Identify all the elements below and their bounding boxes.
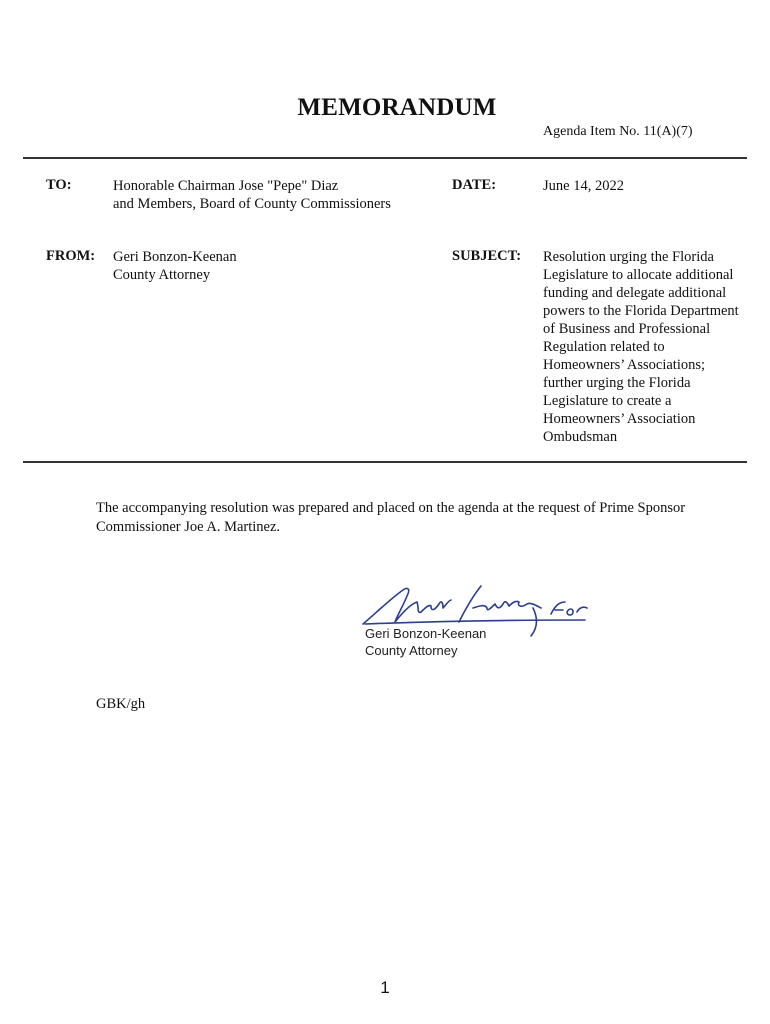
subject-line: Regulation related to (543, 339, 665, 355)
memo-title: MEMORANDUM (297, 94, 497, 121)
from-label: FROM: (46, 248, 96, 264)
date-value: June 14, 2022 (543, 178, 624, 194)
subject-label: SUBJECT: (452, 248, 522, 264)
from-sender (113, 248, 237, 284)
subject-line: funding and delegate additional (543, 285, 727, 301)
subject-line: Resolution urging the Florida (543, 249, 714, 265)
to-recipient (113, 177, 391, 213)
subject-line: Ombudsman (543, 429, 618, 445)
subject-line: Homeowners’ Associations; (543, 357, 706, 373)
from-line-1: Geri Bonzon-Keenan (113, 249, 237, 265)
subject-text (543, 248, 739, 446)
to-line-1: Honorable Chairman Jose "Pepe" Diaz (113, 178, 339, 194)
body-line-1: The accompanying resolution was prepared and placed on the agenda at the request of Prime Sponsor (96, 500, 686, 516)
to-label: TO: (46, 177, 72, 193)
signatory-name: Geri Bonzon-Keenan (365, 626, 487, 641)
page-number: 1 (380, 978, 390, 997)
bottom-divider (23, 461, 747, 463)
subject-line: Legislature to create a (543, 393, 672, 409)
subject-line: powers to the Florida Department (543, 303, 739, 319)
subject-line: Homeowners’ Association (543, 411, 696, 427)
signatory-title: County Attorney (365, 643, 458, 658)
to-line-2: and Members, Board of County Commissioners (113, 196, 391, 212)
agenda-item-number: Agenda Item No. 11(A)(7) (543, 124, 693, 139)
subject-line: of Business and Professional (543, 321, 711, 337)
date-label: DATE: (452, 177, 497, 193)
memo-body (96, 499, 736, 537)
subject-line: Legislature to allocate additional (543, 267, 734, 283)
body-line-2: Commissioner Joe A. Martinez. (96, 519, 281, 535)
subject-line: further urging the Florida (543, 375, 691, 391)
top-divider (23, 157, 747, 159)
signature-block (365, 625, 486, 659)
from-line-2: County Attorney (113, 267, 211, 283)
typist-initials: GBK/gh (96, 696, 146, 712)
